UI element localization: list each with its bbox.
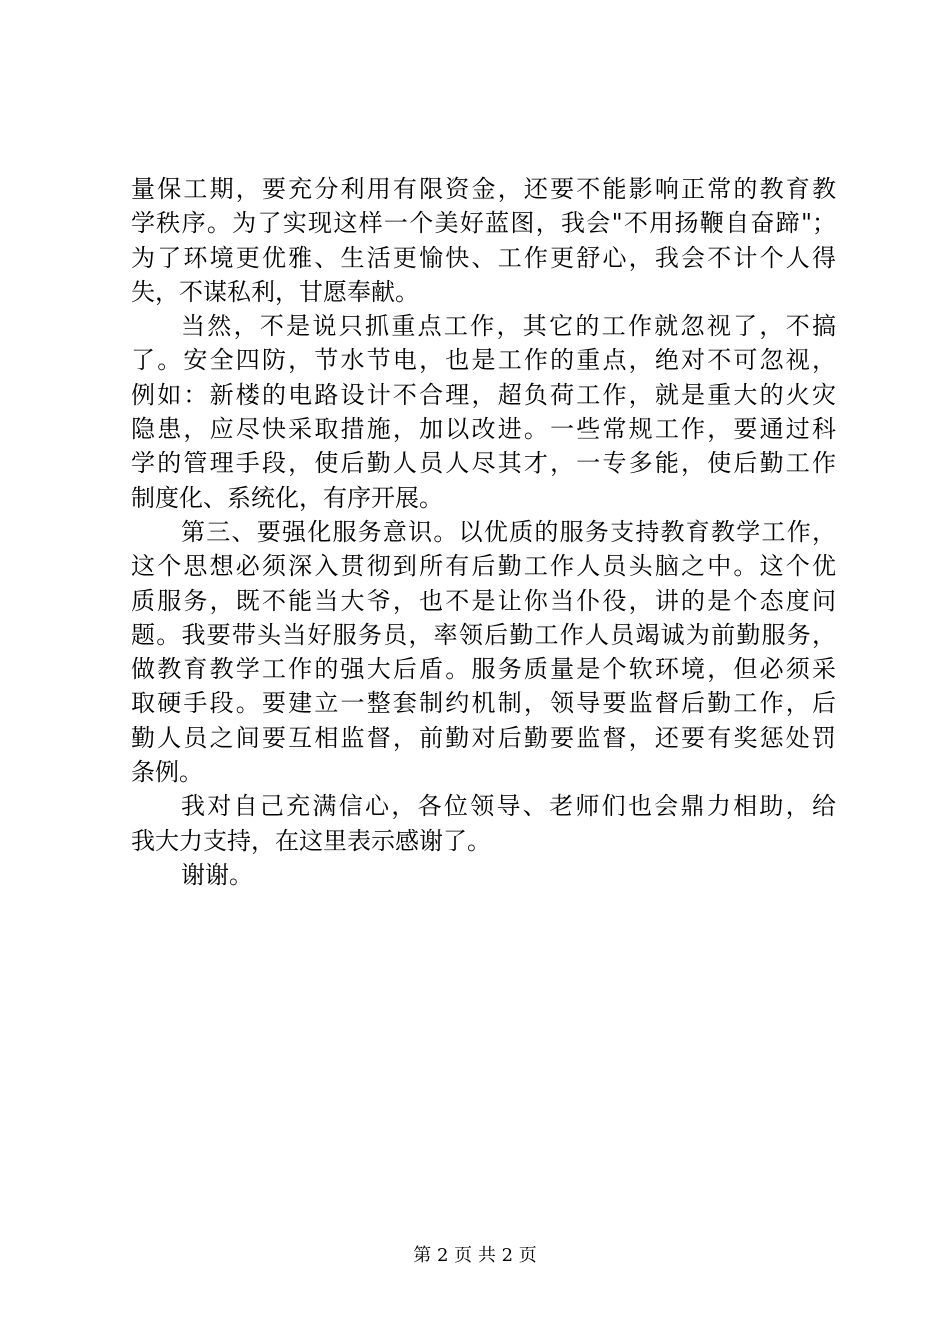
text-line: 了。安全四防，节水节电，也是工作的重点，绝对不可忽视， bbox=[131, 346, 836, 375]
text-line: 取硬手段。要建立一整套制约机制，领导要监督后勤工作，后 bbox=[131, 689, 836, 718]
text-line: 例如：新楼的电路设计不合理，超负荷工作，就是重大的火灾 bbox=[131, 380, 836, 409]
text-line: 失，不谋私利，甘愿奉献。 bbox=[131, 277, 419, 306]
page-footer bbox=[0, 1244, 950, 1268]
text-line: 量保工期，要充分利用有限资金，还要不能影响正常的教育教 bbox=[131, 175, 836, 203]
text-line: 我大力支持，在这里表示感谢了。 bbox=[131, 826, 491, 855]
text-line: 谢谢。 bbox=[181, 860, 253, 889]
text-line: 质服务，既不能当大爷，也不是让你当仆役，讲的是个态度问 bbox=[131, 586, 836, 615]
text-line: 学秩序。为了实现这样一个美好蓝图，我会"不用扬鞭自奋蹄"； bbox=[131, 209, 836, 238]
text-line: 题。我要带头当好服务员，率领后勤工作人员竭诚为前勤服务， bbox=[131, 620, 836, 649]
text-line: 这个思想必须深入贯彻到所有后勤工作人员头脑之中。这个优 bbox=[131, 552, 836, 581]
text-line: 我对自己充满信心，各位领导、老师们也会鼎力相助，给 bbox=[181, 792, 836, 821]
page-number-label: 第 2 页 共 2 页 bbox=[413, 1245, 537, 1266]
text-line: 制度化、系统化，有序开展。 bbox=[131, 483, 443, 512]
document-body bbox=[131, 172, 836, 892]
text-line: 条例。 bbox=[131, 758, 203, 787]
text-line: 学的管理手段，使后勤人员人尽其才，一专多能，使后勤工作 bbox=[131, 449, 836, 478]
text-line: 为了环境更优雅、生活更愉快、工作更舒心，我会不计个人得 bbox=[131, 243, 836, 272]
text-line: 第三、要强化服务意识。以优质的服务支持教育教学工作， bbox=[181, 517, 836, 546]
text-line: 做教育教学工作的强大后盾。服务质量是个软环境，但必须采 bbox=[131, 655, 836, 684]
text-line: 勤人员之间要互相监督，前勤对后勤要监督，还要有奖惩处罚 bbox=[131, 723, 836, 752]
text-line: 当然，不是说只抓重点工作，其它的工作就忽视了，不搞 bbox=[181, 312, 836, 341]
text-line: 隐患，应尽快采取措施，加以改进。一些常规工作，要通过科 bbox=[131, 415, 836, 444]
